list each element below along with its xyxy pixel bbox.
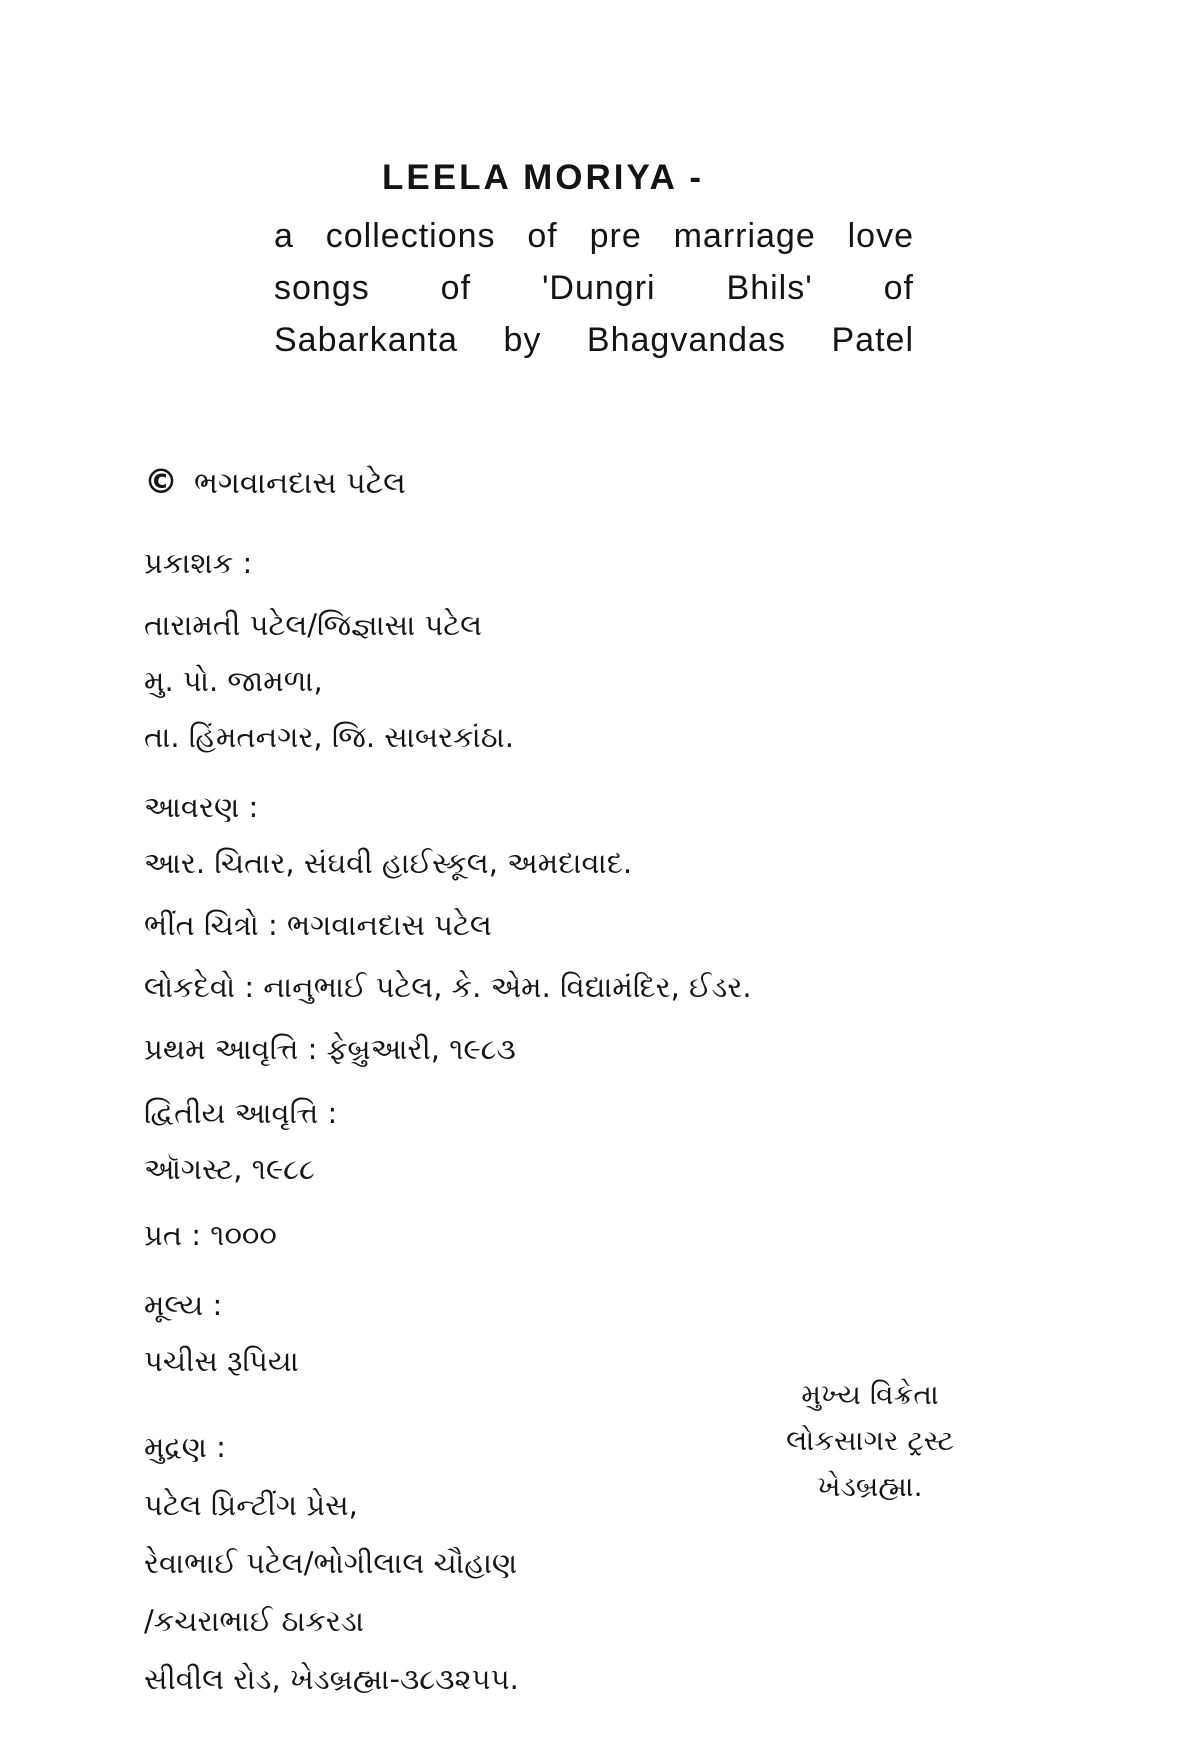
price-label: મૂલ્ય : bbox=[144, 1288, 223, 1322]
book-description bbox=[274, 210, 914, 366]
description-line: songs of 'Dungri Bhils' of bbox=[274, 269, 914, 307]
cover-artist: આર. ચિતાર, સંઘવી હાઈસ્કૂલ, અમદાવાદ. bbox=[144, 846, 633, 880]
first-edition: પ્રથમ આવૃત્તિ : ફેબ્રુઆરી, ૧૯૮૩ bbox=[144, 1032, 516, 1066]
cover-label: આવરણ : bbox=[144, 790, 259, 824]
printer-name: પટેલ પ્રિન્ટીંગ પ્રેસ, bbox=[144, 1488, 358, 1522]
description-line: a collections of pre marriage love bbox=[274, 217, 914, 255]
publisher-name: તારામતી પટેલ/જિજ્ઞાસા પટેલ bbox=[144, 608, 483, 642]
printer-owners-line: રેવાભાઈ પટેલ/ભોગીલાલ ચૌહાણ bbox=[144, 1546, 518, 1580]
printer-address: સીવીલ રોડ, ખેડબ્રહ્મા-૩૮૩૨૫૫. bbox=[144, 1662, 519, 1696]
distributor-label: મુખ્ય વિક્રેતા bbox=[801, 1378, 939, 1411]
printer-owners-line: /કચરાભાઈ ઠાકરડા bbox=[144, 1604, 364, 1638]
distributor-block bbox=[740, 1372, 1000, 1510]
publisher-address-line: મુ. પો. જામળા, bbox=[144, 664, 323, 698]
description-line: Sabarkanta by Bhagvandas Patel bbox=[274, 321, 914, 359]
second-edition-date: ઑગસ્ટ, ૧૯૮૮ bbox=[144, 1152, 316, 1186]
copyright-line bbox=[144, 462, 406, 502]
printer-label: મુદ્રણ : bbox=[144, 1430, 226, 1464]
second-edition-label: દ્વિતીય આવૃત્તિ : bbox=[144, 1096, 338, 1130]
publisher-label: પ્રકાશક : bbox=[144, 546, 253, 580]
price-value: પચીસ રૂપિયા bbox=[144, 1344, 299, 1378]
copyright-symbol: © bbox=[144, 462, 178, 502]
distributor-place: ખેડબ્રહ્મા. bbox=[817, 1470, 923, 1503]
copies-count: પ્રત : ૧૦૦૦ bbox=[144, 1218, 277, 1252]
distributor-name: લોકસાગર ટ્રસ્ટ bbox=[786, 1424, 954, 1457]
folk-deities-credit: લોકદેવો : નાનુભાઈ પટેલ, કે. એમ. વિદ્યામંદિર, ઈડર. bbox=[144, 970, 752, 1004]
publisher-address-line: તા. હિંમતનગર, જિ. સાબરકાંઠા. bbox=[144, 720, 514, 754]
wall-paintings-credit: ભીંત ચિત્રો : ભગવાનદાસ પટેલ bbox=[144, 908, 492, 942]
copyright-holder: ભગવાનદાસ પટેલ bbox=[194, 466, 406, 501]
book-title: LEELA MORIYA - bbox=[382, 158, 705, 197]
